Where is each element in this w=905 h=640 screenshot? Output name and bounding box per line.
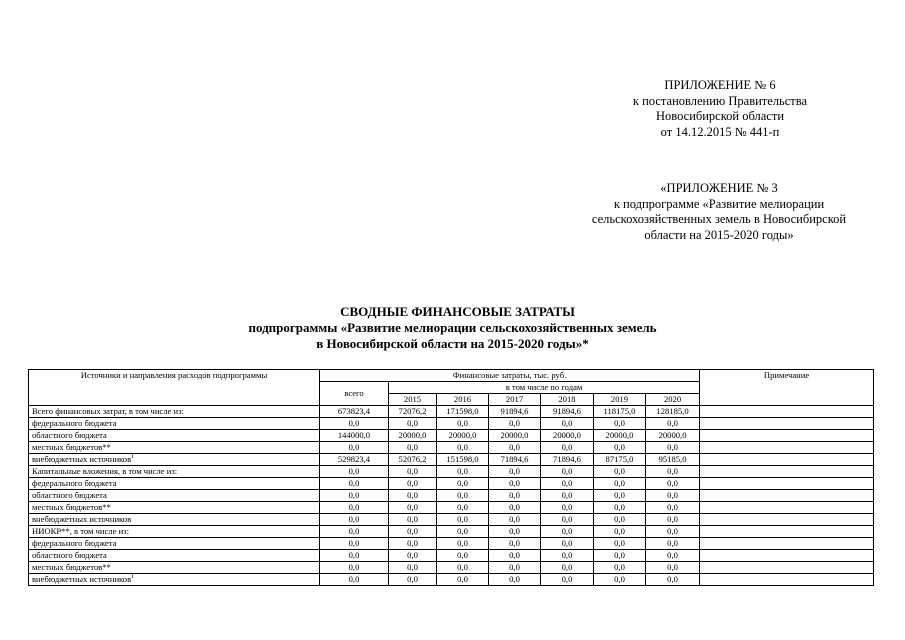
cell-year-value: 0,0: [594, 466, 646, 478]
cell-year-value: 0,0: [389, 550, 437, 562]
cell-total: 0,0: [320, 442, 389, 454]
cell-year-value: 71894,6: [489, 454, 541, 466]
cell-total: 0,0: [320, 526, 389, 538]
cell-year-value: 0,0: [389, 418, 437, 430]
financial-table: [28, 369, 874, 586]
row-label-text: областного бюджета: [32, 430, 107, 440]
header-year: 2015: [389, 394, 437, 406]
cell-year-value: 0,0: [646, 466, 700, 478]
cell-year-value: 0,0: [437, 466, 489, 478]
cell-year-value: 0,0: [594, 526, 646, 538]
row-label-text: местных бюджетов**: [32, 502, 111, 512]
cell-year-value: 0,0: [594, 418, 646, 430]
cell-year-value: 0,0: [489, 562, 541, 574]
cell-year-value: 0,0: [437, 442, 489, 454]
cell-year-value: 128185,0: [646, 406, 700, 418]
cell-year-value: 0,0: [489, 478, 541, 490]
cell-year-value: 0,0: [646, 574, 700, 586]
cell-year-value: 0,0: [646, 442, 700, 454]
cell-year-value: 91894,6: [541, 406, 594, 418]
cell-year-value: 0,0: [489, 538, 541, 550]
row-label-text: внебюджетных источников: [32, 454, 132, 464]
appendix-sub-line2: к подпрограмме «Развитие мелиорации: [613, 196, 825, 211]
row-label: [29, 454, 320, 466]
row-label: [29, 430, 320, 442]
appendix-sub-line1: «ПРИЛОЖЕНИЕ № 3: [660, 181, 778, 195]
cell-total: 0,0: [320, 478, 389, 490]
row-label-text: Капитальные вложения, в том числе из:: [32, 466, 178, 476]
cell-year-value: 0,0: [594, 442, 646, 454]
cell-year-value: 95185,0: [646, 454, 700, 466]
cell-year-value: 0,0: [389, 478, 437, 490]
row-label-text: федерального бюджета: [32, 418, 117, 428]
title-line1: СВОДНЫЕ ФИНАНСОВЫЕ ЗАТРАТЫ: [340, 304, 575, 319]
appendix-main-line3: Новосибирской области: [655, 109, 785, 123]
cell-year-value: 0,0: [489, 574, 541, 586]
cell-year-value: 0,0: [437, 478, 489, 490]
cell-year-value: 0,0: [646, 502, 700, 514]
table-row: [29, 418, 874, 430]
table-row: [29, 550, 874, 562]
table-row: [29, 430, 874, 442]
table-row: [29, 526, 874, 538]
title-line2: подпрограммы «Развитие мелиорации сельскохозяйственных земель: [248, 320, 657, 335]
cell-note: [700, 550, 874, 562]
row-label-text: внебюджетных источников: [32, 574, 132, 584]
cell-year-value: 0,0: [646, 478, 700, 490]
appendix-main-line2: к постановлению Правительства: [632, 93, 808, 108]
cell-note: [700, 490, 874, 502]
cell-note: [700, 454, 874, 466]
cell-total: 0,0: [320, 418, 389, 430]
cell-note: [700, 514, 874, 526]
cell-year-value: 0,0: [389, 502, 437, 514]
cell-note: [700, 406, 874, 418]
cell-year-value: 0,0: [437, 550, 489, 562]
cell-total: 0,0: [320, 574, 389, 586]
cell-year-value: 0,0: [594, 538, 646, 550]
title-line3: в Новосибирской области на 2015-2020 годы»*: [316, 336, 589, 351]
cell-year-value: 0,0: [437, 502, 489, 514]
row-label: [29, 442, 320, 454]
cell-year-value: 0,0: [389, 442, 437, 454]
cell-year-value: 0,0: [437, 490, 489, 502]
row-label-text: областного бюджета: [32, 550, 107, 560]
cell-year-value: 20000,0: [437, 430, 489, 442]
cell-year-value: 0,0: [646, 418, 700, 430]
cell-year-value: 0,0: [489, 502, 541, 514]
table-row: [29, 574, 874, 586]
row-label-text: местных бюджетов**: [32, 442, 111, 452]
cell-year-value: 0,0: [541, 478, 594, 490]
header-year: 2017: [489, 394, 541, 406]
cell-year-value: 0,0: [437, 574, 489, 586]
header-row-1: [29, 370, 874, 382]
cell-year-value: 118175,0: [594, 406, 646, 418]
cell-year-value: 0,0: [437, 514, 489, 526]
appendix-sub-line4: области на 2015-2020 годы»: [644, 227, 794, 242]
cell-total: 0,0: [320, 538, 389, 550]
row-label-text: федерального бюджета: [32, 538, 117, 548]
cell-note: [700, 442, 874, 454]
cell-total: 673823,4: [320, 406, 389, 418]
cell-year-value: 0,0: [594, 514, 646, 526]
header-note: Примечание: [700, 370, 874, 406]
cell-year-value: 91894,6: [489, 406, 541, 418]
cell-year-value: 0,0: [389, 538, 437, 550]
row-label: [29, 574, 320, 586]
row-label: [29, 418, 320, 430]
cell-year-value: 20000,0: [389, 430, 437, 442]
cell-note: [700, 430, 874, 442]
table-row: [29, 406, 874, 418]
cell-note: [700, 538, 874, 550]
cell-year-value: 0,0: [437, 418, 489, 430]
table-row: [29, 514, 874, 526]
cell-year-value: 0,0: [594, 502, 646, 514]
appendix-sub-line3: сельскохозяйственных земель в Новосибирской: [591, 212, 847, 226]
header-year: 2016: [437, 394, 489, 406]
header-by-year: в том числе по годам: [389, 382, 700, 394]
cell-year-value: 0,0: [489, 514, 541, 526]
cell-year-value: 0,0: [437, 562, 489, 574]
appendix-main-header: [590, 78, 850, 140]
cell-year-value: 0,0: [594, 490, 646, 502]
cell-year-value: 0,0: [541, 514, 594, 526]
cell-year-value: 71894,6: [541, 454, 594, 466]
cell-total: 0,0: [320, 466, 389, 478]
footnote-marker: 1: [131, 454, 135, 461]
cell-year-value: 0,0: [646, 490, 700, 502]
row-label: [29, 502, 320, 514]
cell-year-value: 0,0: [389, 490, 437, 502]
cell-year-value: 0,0: [389, 562, 437, 574]
cell-year-value: 0,0: [489, 550, 541, 562]
cell-year-value: 0,0: [489, 490, 541, 502]
cell-year-value: 0,0: [541, 490, 594, 502]
cell-year-value: 0,0: [389, 466, 437, 478]
row-label: [29, 478, 320, 490]
cell-year-value: 0,0: [646, 526, 700, 538]
cell-year-value: 0,0: [541, 466, 594, 478]
cell-year-value: 0,0: [646, 514, 700, 526]
row-label-text: НИОКР**, в том числе из:: [32, 526, 129, 536]
cell-total: 0,0: [320, 562, 389, 574]
cell-total: 0,0: [320, 550, 389, 562]
row-label: [29, 466, 320, 478]
row-label: [29, 550, 320, 562]
row-label-text: областного бюджета: [32, 490, 107, 500]
cell-year-value: 0,0: [489, 418, 541, 430]
cell-year-value: 0,0: [437, 526, 489, 538]
table-row: [29, 454, 874, 466]
cell-year-value: 0,0: [489, 442, 541, 454]
header-year: 2018: [541, 394, 594, 406]
row-label: [29, 490, 320, 502]
row-label: [29, 406, 320, 418]
cell-year-value: 0,0: [389, 526, 437, 538]
cell-note: [700, 526, 874, 538]
document-title: [0, 304, 905, 352]
cell-year-value: 0,0: [541, 538, 594, 550]
table-row: [29, 562, 874, 574]
cell-note: [700, 466, 874, 478]
cell-year-value: 0,0: [489, 526, 541, 538]
cell-year-value: 0,0: [541, 418, 594, 430]
cell-year-value: 20000,0: [646, 430, 700, 442]
cell-total: 0,0: [320, 502, 389, 514]
row-label: [29, 514, 320, 526]
cell-year-value: 0,0: [437, 538, 489, 550]
cell-year-value: 0,0: [594, 574, 646, 586]
cell-year-value: 171598,0: [437, 406, 489, 418]
cell-year-value: 72076,2: [389, 406, 437, 418]
cell-year-value: 20000,0: [541, 430, 594, 442]
cell-year-value: 0,0: [389, 574, 437, 586]
cell-year-value: 52076,2: [389, 454, 437, 466]
table-row: [29, 442, 874, 454]
cell-year-value: 0,0: [594, 550, 646, 562]
table-row: [29, 490, 874, 502]
cell-year-value: 87175,0: [594, 454, 646, 466]
row-label-text: внебюджетных источников: [32, 514, 132, 524]
table-row: [29, 502, 874, 514]
cell-note: [700, 574, 874, 586]
cell-note: [700, 418, 874, 430]
row-label-text: федерального бюджета: [32, 478, 117, 488]
appendix-main-line4: от 14.12.2015 № 441-п: [660, 124, 780, 139]
header-year: 2020: [646, 394, 700, 406]
cell-total: 144000,0: [320, 430, 389, 442]
cell-year-value: 0,0: [541, 526, 594, 538]
header-sources: Источники и направления расходов подпрограммы: [29, 370, 320, 406]
cell-year-value: 20000,0: [489, 430, 541, 442]
cell-year-value: 20000,0: [594, 430, 646, 442]
cell-year-value: 0,0: [646, 538, 700, 550]
table-row: [29, 478, 874, 490]
cell-year-value: 0,0: [646, 550, 700, 562]
table-row: [29, 538, 874, 550]
header-year: 2019: [594, 394, 646, 406]
cell-total: 529823,4: [320, 454, 389, 466]
header-total: всего: [320, 382, 389, 406]
cell-year-value: 0,0: [541, 550, 594, 562]
cell-year-value: 0,0: [541, 502, 594, 514]
cell-total: 0,0: [320, 514, 389, 526]
table-body: [29, 406, 874, 586]
cell-year-value: 0,0: [541, 442, 594, 454]
cell-year-value: 0,0: [646, 562, 700, 574]
row-label-text: Всего финансовых затрат, в том числе из:: [32, 406, 184, 416]
appendix-main-line1: ПРИЛОЖЕНИЕ № 6: [664, 78, 776, 92]
cell-total: 0,0: [320, 490, 389, 502]
row-label: [29, 538, 320, 550]
cell-note: [700, 562, 874, 574]
footnote-marker: 1: [131, 574, 135, 581]
table-row: [29, 466, 874, 478]
appendix-sub-header: [560, 181, 878, 243]
cell-note: [700, 502, 874, 514]
row-label: [29, 526, 320, 538]
cell-note: [700, 478, 874, 490]
row-label: [29, 562, 320, 574]
cell-year-value: 0,0: [594, 478, 646, 490]
cell-year-value: 0,0: [389, 514, 437, 526]
cell-year-value: 0,0: [594, 562, 646, 574]
cell-year-value: 0,0: [541, 574, 594, 586]
cell-year-value: 0,0: [541, 562, 594, 574]
cell-year-value: 151598,0: [437, 454, 489, 466]
row-label-text: местных бюджетов**: [32, 562, 111, 572]
header-financial: Финансовые затраты, тыс. руб.: [320, 370, 700, 382]
cell-year-value: 0,0: [489, 466, 541, 478]
